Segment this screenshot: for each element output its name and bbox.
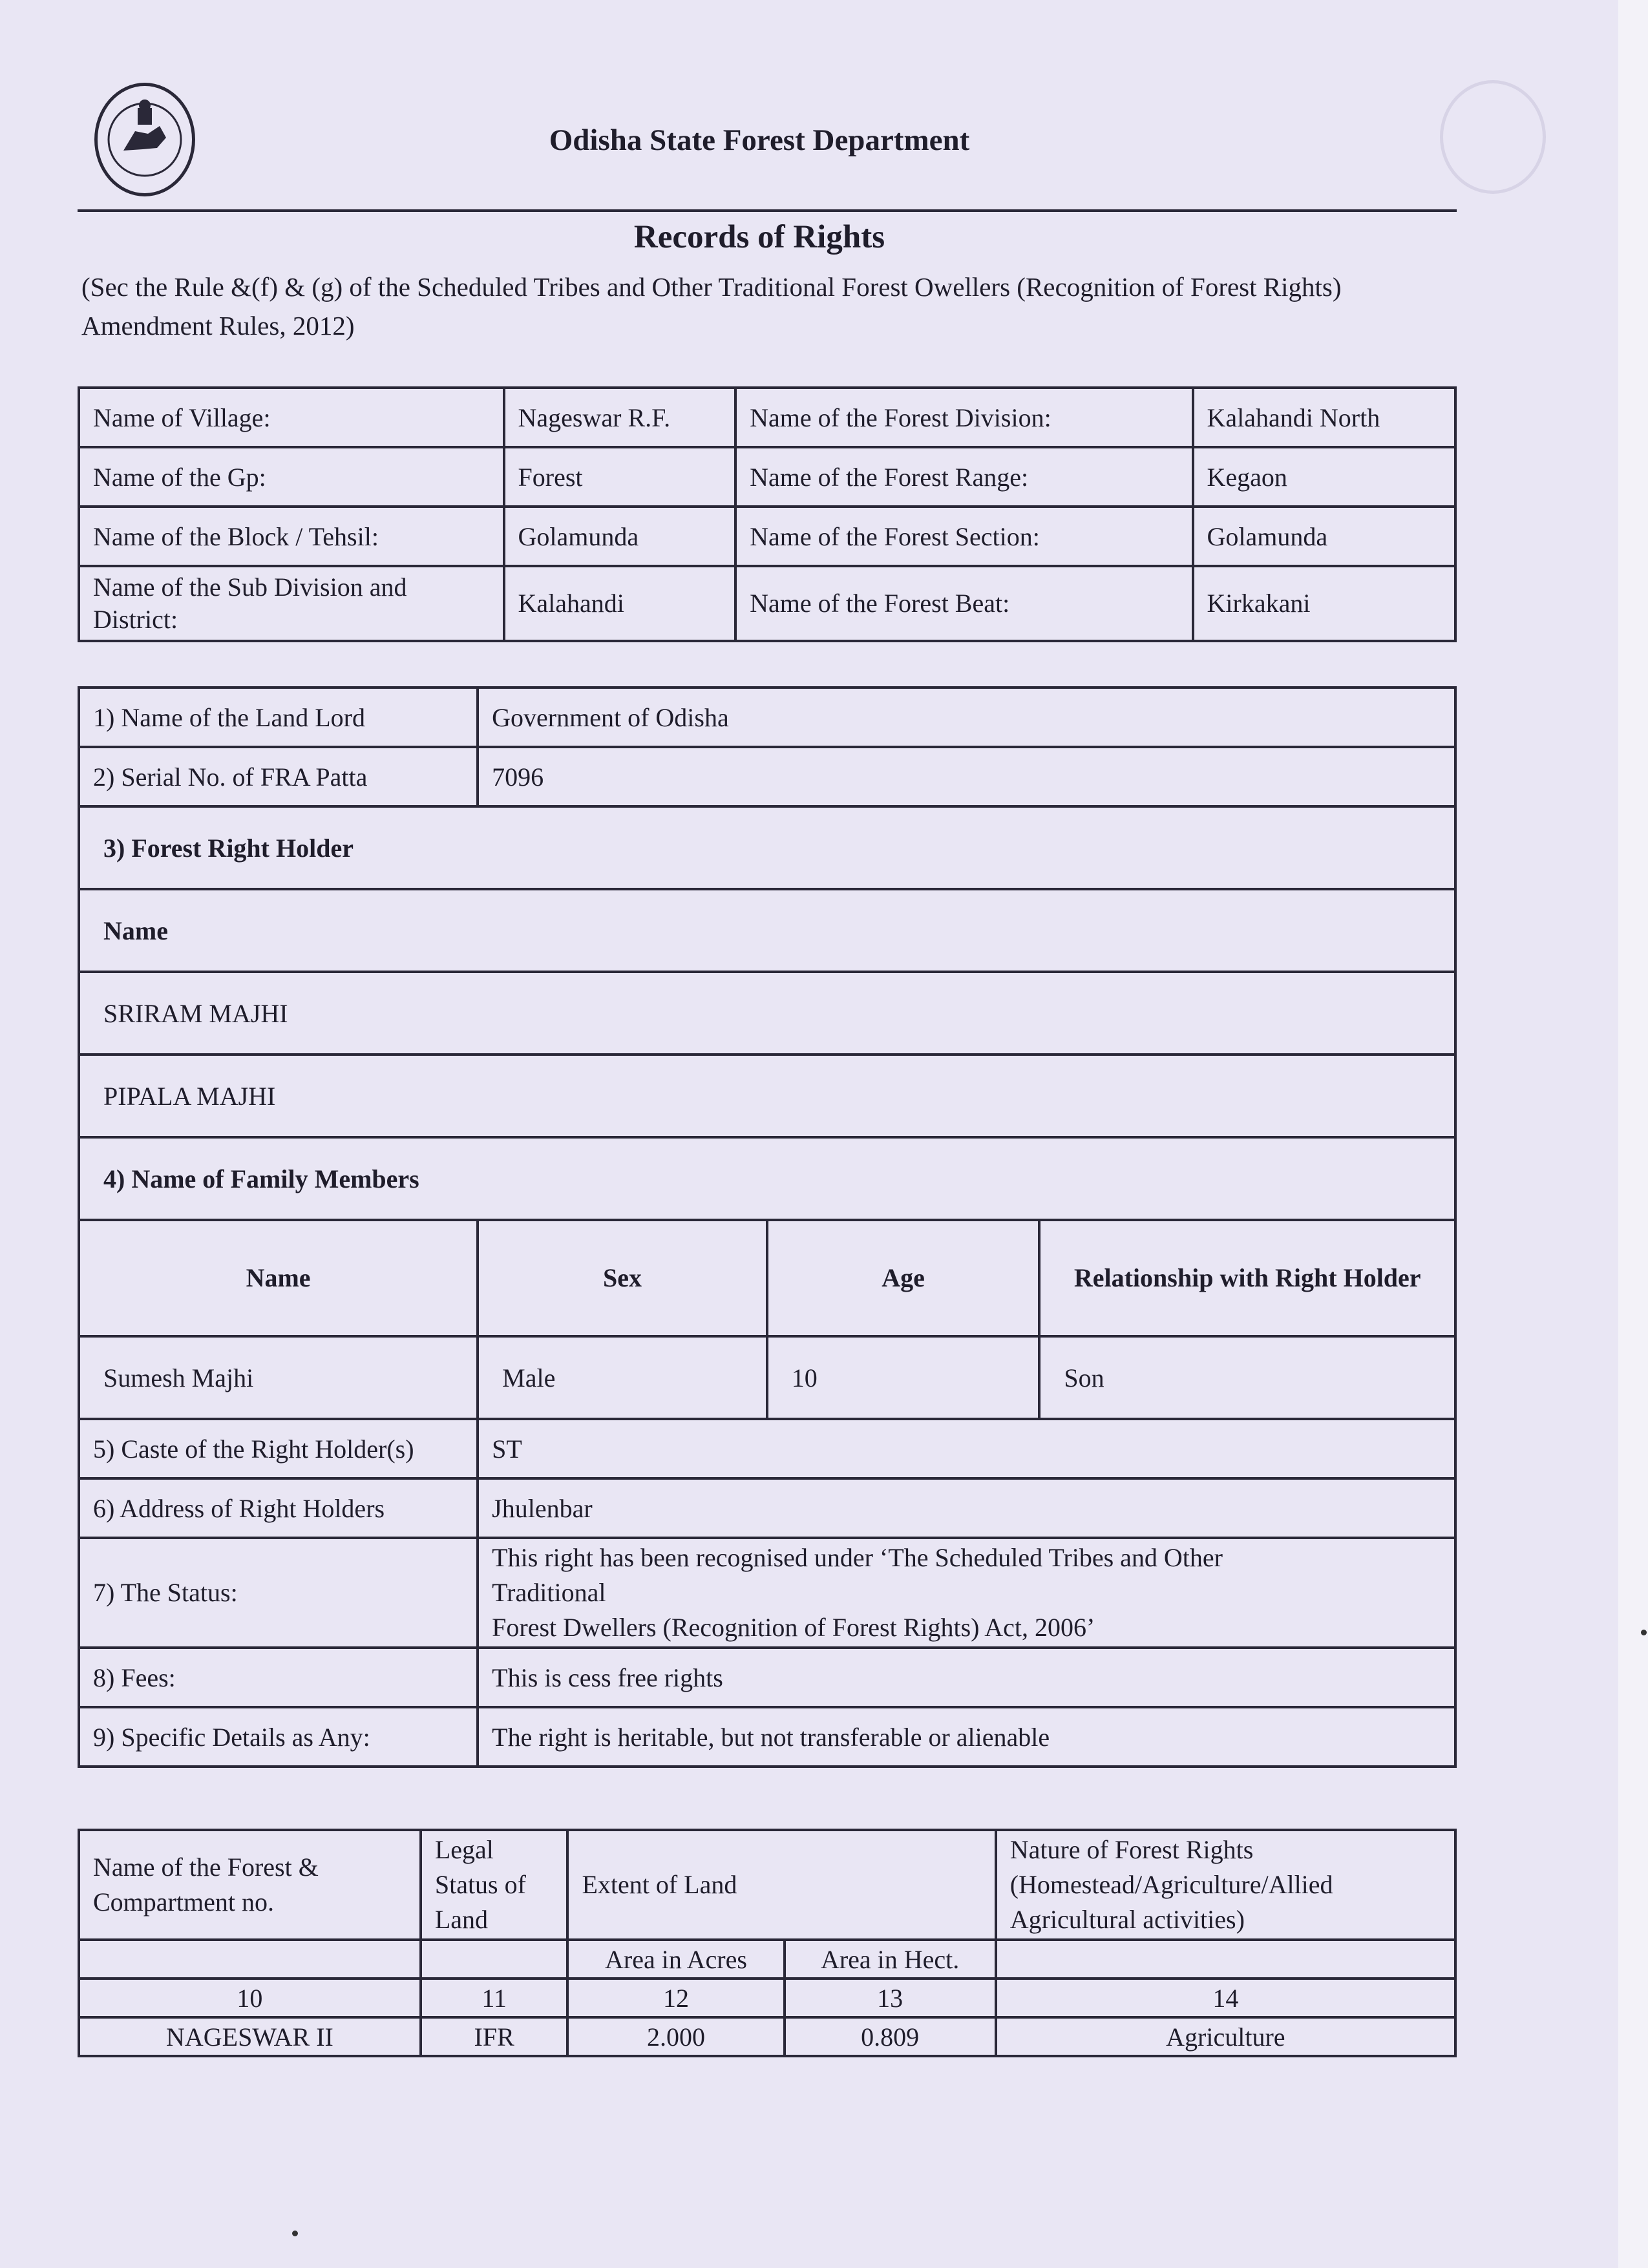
col-number: 12 <box>567 1979 784 2017</box>
holder-heading: 3) Forest Right Holder <box>79 806 1455 889</box>
department-title: Odisha State Forest Department <box>549 123 970 157</box>
family-col-sex: Sex <box>478 1220 767 1336</box>
table-row <box>79 1979 1455 2017</box>
beat-label: Name of the Forest Beat: <box>735 566 1192 641</box>
col-legal-status: Legal Status of Land <box>421 1830 568 1940</box>
fees-label: 8) Fees: <box>79 1648 478 1707</box>
caste-value: ST <box>478 1419 1455 1478</box>
landlord-label: 1) Name of the Land Lord <box>79 688 478 747</box>
subdivision-label: Name of the Sub Division and District: <box>79 566 504 641</box>
land-hect: 0.809 <box>785 2017 996 2056</box>
member-sex: Male <box>478 1336 767 1419</box>
member-name: Sumesh Majhi <box>79 1336 478 1419</box>
table-row <box>79 806 1455 889</box>
range-value: Kegaon <box>1193 447 1455 507</box>
table-row <box>79 1648 1455 1707</box>
section-value: Golamunda <box>1193 507 1455 566</box>
address-label: 6) Address of Right Holders <box>79 1478 478 1538</box>
land-acres: 2.000 <box>567 2017 784 2056</box>
village-label: Name of Village: <box>79 388 504 447</box>
col-area-acres: Area in Acres <box>567 1940 784 1979</box>
village-value: Nageswar R.F. <box>504 388 736 447</box>
land-legal: IFR <box>421 2017 568 2056</box>
location-table <box>78 386 1457 642</box>
status-line-2: Forest Dwellers (Recognition of Forest Rights) Act, 2006’ <box>492 1613 1095 1642</box>
table-row <box>79 1336 1455 1419</box>
table-row <box>79 1707 1455 1767</box>
caste-label: 5) Caste of the Right Holder(s) <box>79 1419 478 1478</box>
table-row <box>79 1538 1455 1648</box>
table-row <box>79 688 1455 747</box>
table-row <box>79 1830 1455 1940</box>
col-extent: Extent of Land <box>567 1830 995 1940</box>
family-col-age: Age <box>767 1220 1040 1336</box>
family-heading: 4) Name of Family Members <box>79 1137 1455 1220</box>
table-row <box>79 507 1455 566</box>
landlord-value: Government of Odisha <box>478 688 1455 747</box>
col-number: 10 <box>79 1979 421 2017</box>
table-row <box>79 447 1455 507</box>
details-value: The right is heritable, but not transferable or alienable <box>478 1707 1455 1767</box>
table-row <box>79 388 1455 447</box>
table-row <box>79 2017 1455 2056</box>
blank-cell <box>79 1940 421 1979</box>
holder-name: SRIRAM MAJHI <box>79 972 1455 1055</box>
speck-mark <box>292 2231 298 2236</box>
table-row <box>79 889 1455 972</box>
land-nature: Agriculture <box>996 2017 1455 2056</box>
name-heading: Name <box>79 889 1455 972</box>
table-row <box>79 972 1455 1055</box>
table-row <box>79 566 1455 641</box>
land-forest: NAGESWAR II <box>79 2017 421 2056</box>
col-forest-compartment: Name of the Forest & Compartment no. <box>79 1830 421 1940</box>
status-label: 7) The Status: <box>79 1538 478 1648</box>
table-row <box>79 1419 1455 1478</box>
division-label: Name of the Forest Division: <box>735 388 1192 447</box>
table-row <box>79 1055 1455 1137</box>
speck-mark <box>1641 1630 1647 1635</box>
division-value: Kalahandi North <box>1193 388 1455 447</box>
beat-value: Kirkakani <box>1193 566 1455 641</box>
table-row <box>79 1940 1455 1979</box>
serial-value: 7096 <box>478 747 1455 806</box>
table-row <box>79 1478 1455 1538</box>
member-relation: Son <box>1039 1336 1455 1419</box>
page-edge <box>1618 0 1648 2268</box>
section-label: Name of the Forest Section: <box>735 507 1192 566</box>
records-title: Records of Rights <box>633 219 885 255</box>
rule-reference: (Sec the Rule &(f) & (g) of the Scheduled Tribes and Other Traditional Forest Owellers (Recognition of Forest Rights) Amendment Rules, 2012) <box>81 272 1342 341</box>
land-details-table <box>78 1829 1457 2057</box>
details-label: 9) Specific Details as Any: <box>79 1707 478 1767</box>
status-value <box>478 1538 1455 1648</box>
status-line-1: This right has been recognised under ‘The Scheduled Tribes and Other Traditional <box>492 1543 1223 1607</box>
address-value: Jhulenbar <box>478 1478 1455 1538</box>
blank-cell <box>996 1940 1455 1979</box>
table-row <box>79 1137 1455 1220</box>
table-row <box>79 1220 1455 1336</box>
gp-label: Name of the Gp: <box>79 447 504 507</box>
family-col-relation: Relationship with Right Holder <box>1039 1220 1455 1336</box>
col-area-hect: Area in Hect. <box>785 1940 996 1979</box>
serial-label: 2) Serial No. of FRA Patta <box>79 747 478 806</box>
fees-value: This is cess free rights <box>478 1648 1455 1707</box>
col-number: 14 <box>996 1979 1455 2017</box>
header-divider <box>78 209 1457 212</box>
subdivision-value: Kalahandi <box>504 566 736 641</box>
block-value: Golamunda <box>504 507 736 566</box>
rights-record-table <box>78 686 1457 1768</box>
member-age: 10 <box>767 1336 1040 1419</box>
family-col-name: Name <box>79 1220 478 1336</box>
col-number: 13 <box>785 1979 996 2017</box>
blank-cell <box>421 1940 568 1979</box>
table-row <box>79 747 1455 806</box>
holder-name: PIPALA MAJHI <box>79 1055 1455 1137</box>
block-label: Name of the Block / Tehsil: <box>79 507 504 566</box>
gp-value: Forest <box>504 447 736 507</box>
col-nature: Nature of Forest Rights (Homestead/Agriculture/Allied Agricultural activities) <box>996 1830 1455 1940</box>
range-label: Name of the Forest Range: <box>735 447 1192 507</box>
col-number: 11 <box>421 1979 568 2017</box>
